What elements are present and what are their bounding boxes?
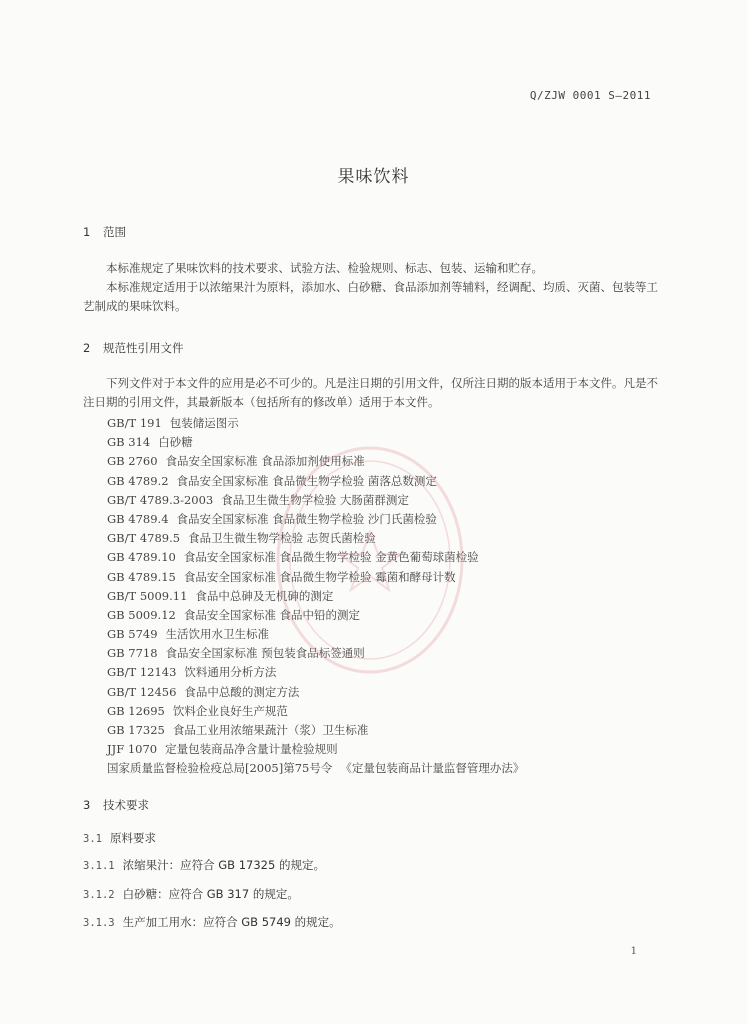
reference-item [107,721,524,740]
reference-title: 食品工业用浓缩果蔬汁（浆）卫生标准 [172,723,369,737]
reference-item [107,414,524,433]
reference-code: GB 4789.10 [107,550,176,565]
reference-item [107,702,524,721]
reference-title: 饮料企业良好生产规范 [172,703,288,718]
reference-title: 《定量包装商品计量监督管理办法》 [340,761,525,776]
reference-title: 食品安全国家标准 食品添加剂使用标准 [165,454,365,469]
reference-code: GB/T 5009.11 [107,588,188,603]
reference-code: GB/T 12143 [107,665,177,680]
reference-code: GB 5009.12 [107,607,176,622]
reference-item [107,740,524,759]
section-number: 3 [83,798,91,812]
section-number: 2 [83,341,91,355]
reference-title: 包装储运图示 [169,416,239,430]
page-number: 1 [630,946,637,957]
section-title: 技术要求 [103,798,149,812]
reference-title: 食品安全国家标准 食品微生物学检验 菌落总数测定 [176,473,437,488]
reference-code: GB 4789.15 [107,569,176,584]
reference-code: GB 4789.4 [107,511,169,526]
reference-code: GB/T 12456 [107,684,177,699]
normative-intro: 下列文件对于本文件的应用是必不可少的。凡是注日期的引用文件，仅所注日期的版本适用于本文件。凡是不注日期的引用文件，其最新版本（包括所有的修改单）适用于本文件。 [83,376,658,409]
clause-number: 3.1.2 [83,889,115,901]
reference-code: GB/T 4789.5 [107,531,181,546]
reference-title: 食品卫生微生物学检验 志贺氏菌检验 [188,531,376,546]
reference-code: GB/T 191 [107,416,162,430]
clause-text: 白砂糖：应符合 GB 317 的规定。 [122,887,299,901]
reference-code: GB 7718 [107,646,158,661]
reference-title: 食品安全国家标准 食品中铅的测定 [183,607,361,622]
reference-code: GB 2760 [107,454,158,469]
reference-title: 食品安全国家标准 食品微生物学检验 金黄色葡萄球菌检验 [183,550,479,565]
scope-paragraph-1: 本标准规定了果味饮料的技术要求、试验方法、检验规则、标志、包装、运输和贮存。 [106,261,543,275]
seal-stamp-icon [270,440,470,680]
scope-paragraph-2: 本标准规定适用于以浓缩果汁为原料，添加水、白砂糖、食品添加剂等辅料，经调配、均质、灭菌、包装等工艺制成的果味饮料。 [83,280,658,313]
reference-title: 食品中总砷及无机砷的测定 [195,588,334,603]
reference-title: 白砂糖 [158,435,193,450]
document-title: 果味饮料 [337,167,410,187]
reference-code: GB 17325 [107,723,165,737]
reference-code: GB/T 4789.3-2003 [107,492,214,507]
section-heading-normative [83,340,184,356]
reference-title: 定量包装商品净含量计量检验规则 [165,742,338,757]
clause-text: 浓缩果汁：应符合 GB 17325 的规定。 [122,858,325,872]
reference-item [107,683,524,702]
reference-code: JJF 1070 [107,742,158,757]
reference-code: 国家质量监督检验检疫总局[2005]第75号令 [107,761,333,776]
standard-code: Q/ZJW 0001 S—2011 [529,89,651,102]
clause-text: 生产加工用水：应符合 GB 5749 的规定。 [122,915,341,929]
reference-item [107,759,524,778]
reference-code: GB 12695 [107,703,165,718]
reference-title: 食品安全国家标准 食品微生物学检验 沙门氏菌检验 [176,511,437,526]
reference-title: 食品中总酸的测定方法 [184,684,300,699]
subsection-heading-materials [83,830,156,846]
section-title: 规范性引用文件 [103,341,184,355]
clause-number: 3.1 [83,833,102,845]
clause-number: 3.1.1 [83,860,115,872]
section-heading-scope [83,224,126,240]
reference-title: 食品安全国家标准 预包装食品标签通则 [165,646,365,661]
reference-code: GB 314 [107,435,151,450]
section-number: 1 [83,225,91,239]
reference-title: 饮料通用分析方法 [184,665,277,680]
reference-code: GB 5749 [107,627,158,642]
reference-title: 食品安全国家标准 食品微生物学检验 霉菌和酵母计数 [183,569,456,584]
clause-item [83,914,341,930]
clause-item [83,857,325,873]
section-title: 范围 [103,225,126,239]
reference-title: 生活饮用水卫生标准 [165,627,270,642]
clause-item [83,886,299,902]
section-heading-technical [83,797,149,813]
reference-code: GB 4789.2 [107,473,169,488]
reference-title: 食品卫生微生物学检验 大肠菌群测定 [221,492,409,507]
clause-title: 原料要求 [109,831,156,845]
clause-number: 3.1.3 [83,917,115,929]
